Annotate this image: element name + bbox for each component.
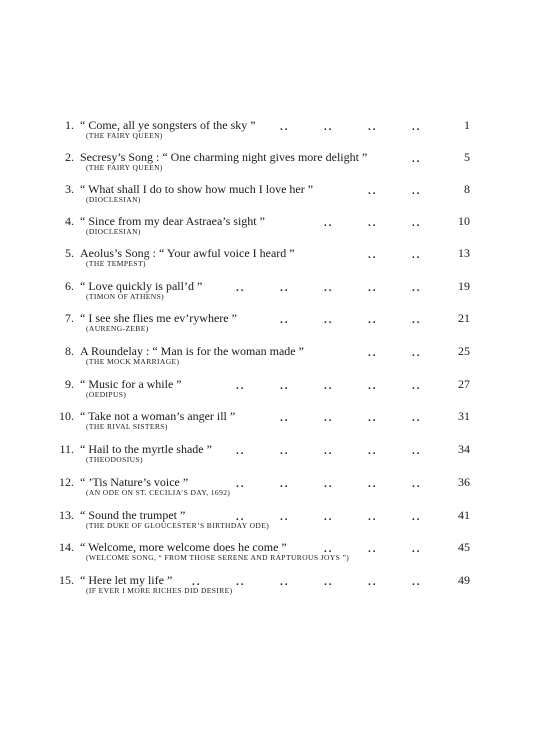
dot-leader: ..: [368, 185, 378, 197]
dot-leader: ..: [280, 478, 290, 490]
toc-entry: [0, 409, 560, 443]
dot-leader: ..: [412, 185, 422, 197]
dot-leader: ..: [280, 380, 290, 392]
entry-number: 5.: [65, 246, 74, 260]
entry-page: 8: [464, 182, 470, 196]
dot-leader: ..: [368, 347, 378, 359]
toc-entry: [0, 150, 560, 184]
toc-entry: [0, 508, 560, 542]
entry-source: (THE DUKE OF GLOUCESTER’S BIRTHDAY ODE): [86, 521, 270, 530]
dot-leader: ..: [324, 380, 334, 392]
entry-title: Aeolus’s Song : “ Your awful voice I heard ”: [80, 246, 295, 260]
dot-leader: ..: [412, 282, 422, 294]
dot-leader: ..: [368, 478, 378, 490]
dot-leader: ..: [280, 511, 290, 523]
entry-title: “ What shall I do to show how much I love her ”: [80, 182, 314, 196]
toc-entry: [0, 246, 560, 280]
toc-entry: [0, 214, 560, 248]
entry-page: 5: [464, 150, 470, 164]
toc-entry: [0, 442, 560, 476]
entry-source: (THE TEMPEST): [86, 259, 146, 268]
dot-leader: ..: [412, 121, 422, 133]
entry-number: 1.: [65, 118, 74, 132]
entry-page: 49: [458, 573, 470, 587]
entry-title: “ Music for a while ”: [80, 377, 182, 391]
dot-leader: ..: [368, 380, 378, 392]
entry-number: 3.: [65, 182, 74, 196]
dot-leader: ..: [412, 314, 422, 326]
dot-leader: ..: [412, 347, 422, 359]
dot-leader: ..: [412, 543, 422, 555]
entry-page: 31: [458, 409, 470, 423]
entry-source: (THE RIVAL SISTERS): [86, 422, 168, 431]
dot-leader: ..: [280, 314, 290, 326]
entry-number: 8.: [65, 344, 74, 358]
dot-leader: ..: [280, 282, 290, 294]
dot-leader: ..: [368, 445, 378, 457]
entry-page: 25: [458, 344, 470, 358]
dot-leader: ..: [236, 478, 246, 490]
dot-leader: ..: [412, 445, 422, 457]
entry-number: 9.: [65, 377, 74, 391]
entry-title: “ Come, all ye songsters of the sky ”: [80, 118, 256, 132]
entry-source: (THE FAIRY QUEEN): [86, 131, 163, 140]
entry-page: 36: [458, 475, 470, 489]
dot-leader: ..: [368, 576, 378, 588]
dot-leader: ..: [324, 543, 334, 555]
entry-title: “ I see she flies me ev’rywhere ”: [80, 311, 237, 325]
dot-leader: ..: [324, 445, 334, 457]
entry-page: 45: [458, 540, 470, 554]
dot-leader: ..: [236, 380, 246, 392]
dot-leader: ..: [236, 282, 246, 294]
dot-leader: ..: [368, 314, 378, 326]
dot-leader: ..: [412, 511, 422, 523]
toc-entry: [0, 573, 560, 607]
entry-source: (DIOCLESIAN): [86, 227, 141, 236]
entry-number: 4.: [65, 214, 74, 228]
toc-entry: [0, 118, 560, 152]
entry-title: “ Welcome, more welcome does he come ”: [80, 540, 287, 554]
dot-leader: ..: [324, 412, 334, 424]
entry-page: 10: [458, 214, 470, 228]
entry-page: 1: [464, 118, 470, 132]
entry-number: 13.: [59, 508, 74, 522]
entry-source: (DIOCLESIAN): [86, 195, 141, 204]
dot-leader: ..: [368, 543, 378, 555]
dot-leader: ..: [368, 217, 378, 229]
dot-leader: ..: [368, 511, 378, 523]
entry-page: 19: [458, 279, 470, 293]
entry-title: “ Love quickly is pall’d ”: [80, 279, 203, 293]
dot-leader: ..: [412, 217, 422, 229]
dot-leader: ..: [368, 249, 378, 261]
entry-number: 6.: [65, 279, 74, 293]
dot-leader: ..: [280, 576, 290, 588]
entry-number: 11.: [59, 442, 74, 456]
entry-number: 14.: [59, 540, 74, 554]
entry-source: (WELCOME SONG, “ FROM THOSE SERENE AND RAPTUROUS JOYS ”): [86, 553, 350, 562]
dot-leader: ..: [324, 282, 334, 294]
dot-leader: ..: [280, 445, 290, 457]
dot-leader: ..: [412, 478, 422, 490]
toc-entry: [0, 344, 560, 378]
entry-source: (AN ODE ON ST. CECILIA’S DAY, 1692): [86, 488, 231, 497]
entry-number: 10.: [59, 409, 74, 423]
entry-number: 12.: [59, 475, 74, 489]
entry-source: (AURENG-ZEBE): [86, 324, 149, 333]
dot-leader: ..: [368, 121, 378, 133]
dot-leader: ..: [412, 249, 422, 261]
toc-entry: [0, 540, 560, 574]
dot-leader: ..: [192, 576, 202, 588]
dot-leader: ..: [368, 412, 378, 424]
entry-title: “ ’Tis Nature’s voice ”: [80, 475, 189, 489]
entry-source: (OEDIPUS): [86, 390, 127, 399]
toc-entry: [0, 377, 560, 411]
entry-number: 15.: [59, 573, 74, 587]
dot-leader: ..: [324, 121, 334, 133]
dot-leader: ..: [368, 282, 378, 294]
dot-leader: ..: [236, 576, 246, 588]
entry-title: “ Sound the trumpet ”: [80, 508, 186, 522]
entry-source: (IF EVER I MORE RICHES DID DESIRE): [86, 586, 233, 595]
entry-number: 7.: [65, 311, 74, 325]
toc-entry: [0, 311, 560, 345]
dot-leader: ..: [280, 412, 290, 424]
entry-title: A Roundelay : “ Man is for the woman made ”: [80, 344, 304, 358]
toc-entry: [0, 279, 560, 313]
entry-source: (TIMON OF ATHENS): [86, 292, 165, 301]
dot-leader: ..: [236, 511, 246, 523]
entry-title: “ Take not a woman’s anger ill ”: [80, 409, 236, 423]
entry-number: 2.: [65, 150, 74, 164]
entry-title: “ Hail to the myrtle shade ”: [80, 442, 212, 456]
entry-page: 21: [458, 311, 470, 325]
dot-leader: ..: [412, 380, 422, 392]
toc-entry: [0, 182, 560, 216]
dot-leader: ..: [324, 576, 334, 588]
entry-title: “ Here let my life ”: [80, 573, 173, 587]
entry-source: (THEODOSIUS): [86, 455, 143, 464]
dot-leader: ..: [412, 576, 422, 588]
dot-leader: ..: [324, 478, 334, 490]
toc-entry: [0, 475, 560, 509]
entry-page: 41: [458, 508, 470, 522]
dot-leader: ..: [236, 445, 246, 457]
entry-page: 13: [458, 246, 470, 260]
dot-leader: ..: [280, 121, 290, 133]
entry-page: 34: [458, 442, 470, 456]
entry-source: (THE FAIRY QUEEN): [86, 163, 163, 172]
entry-source: (THE MOCK MARRIAGE): [86, 357, 180, 366]
dot-leader: ..: [324, 314, 334, 326]
dot-leader: ..: [412, 412, 422, 424]
entry-title: “ Since from my dear Astraea’s sight ”: [80, 214, 265, 228]
entry-title: Secresy’s Song : “ One charming night gives more delight ”: [80, 150, 368, 164]
dot-leader: ..: [412, 153, 422, 165]
dot-leader: ..: [324, 511, 334, 523]
entry-page: 27: [458, 377, 470, 391]
dot-leader: ..: [324, 217, 334, 229]
